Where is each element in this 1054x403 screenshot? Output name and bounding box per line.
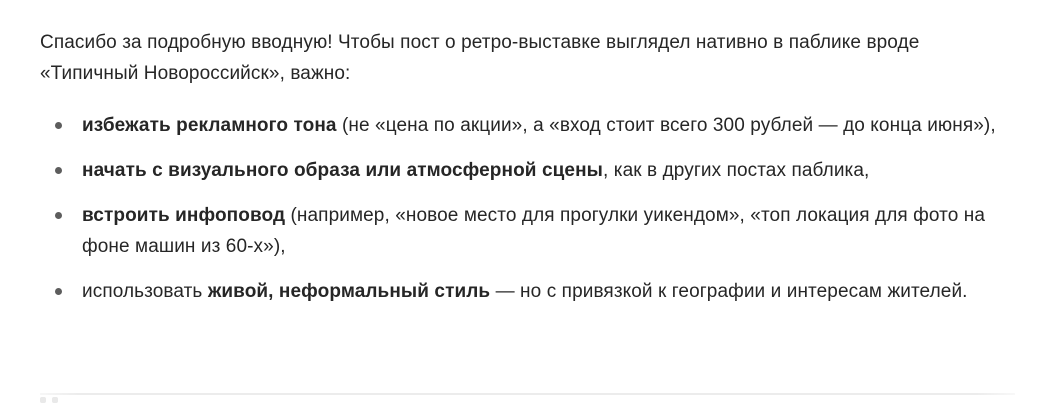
bullet-list	[40, 110, 1014, 307]
text-segment: (не «цена по акции», а «вход стоит всего 300 рублей — до конца июня»),	[336, 115, 996, 136]
text-segment: , как в других постах паблика,	[602, 160, 870, 181]
bold-text-segment: встроить инфоповод	[82, 205, 286, 226]
text-segment: (например, «новое место для прогулки уикендом», «топ локация для фото на фоне машин из 60-х»),	[82, 205, 986, 257]
message-divider	[40, 393, 1015, 395]
clipped-action-bar	[40, 397, 58, 403]
intro-paragraph: Спасибо за подробную вводную! Чтобы пост о ретро-выставке выглядел нативно в паблике вроде «Типичный Новороссийск», важно:	[40, 32, 920, 84]
clipped-action-icon	[40, 397, 46, 403]
clipped-action-icon	[52, 397, 58, 403]
list-item	[40, 276, 1014, 307]
bold-text-segment: живой, неформальный стиль	[207, 281, 491, 302]
bold-text-segment: избежать рекламного тона	[82, 115, 337, 136]
list-item	[40, 110, 1014, 141]
bold-text-segment: начать с визуального образа или атмосферной сцены	[82, 160, 603, 181]
list-item	[40, 200, 1014, 262]
text-segment: использовать	[82, 281, 208, 302]
text-segment: — но с привязкой к географии и интересам жителей.	[490, 281, 968, 302]
list-item	[40, 155, 1014, 186]
